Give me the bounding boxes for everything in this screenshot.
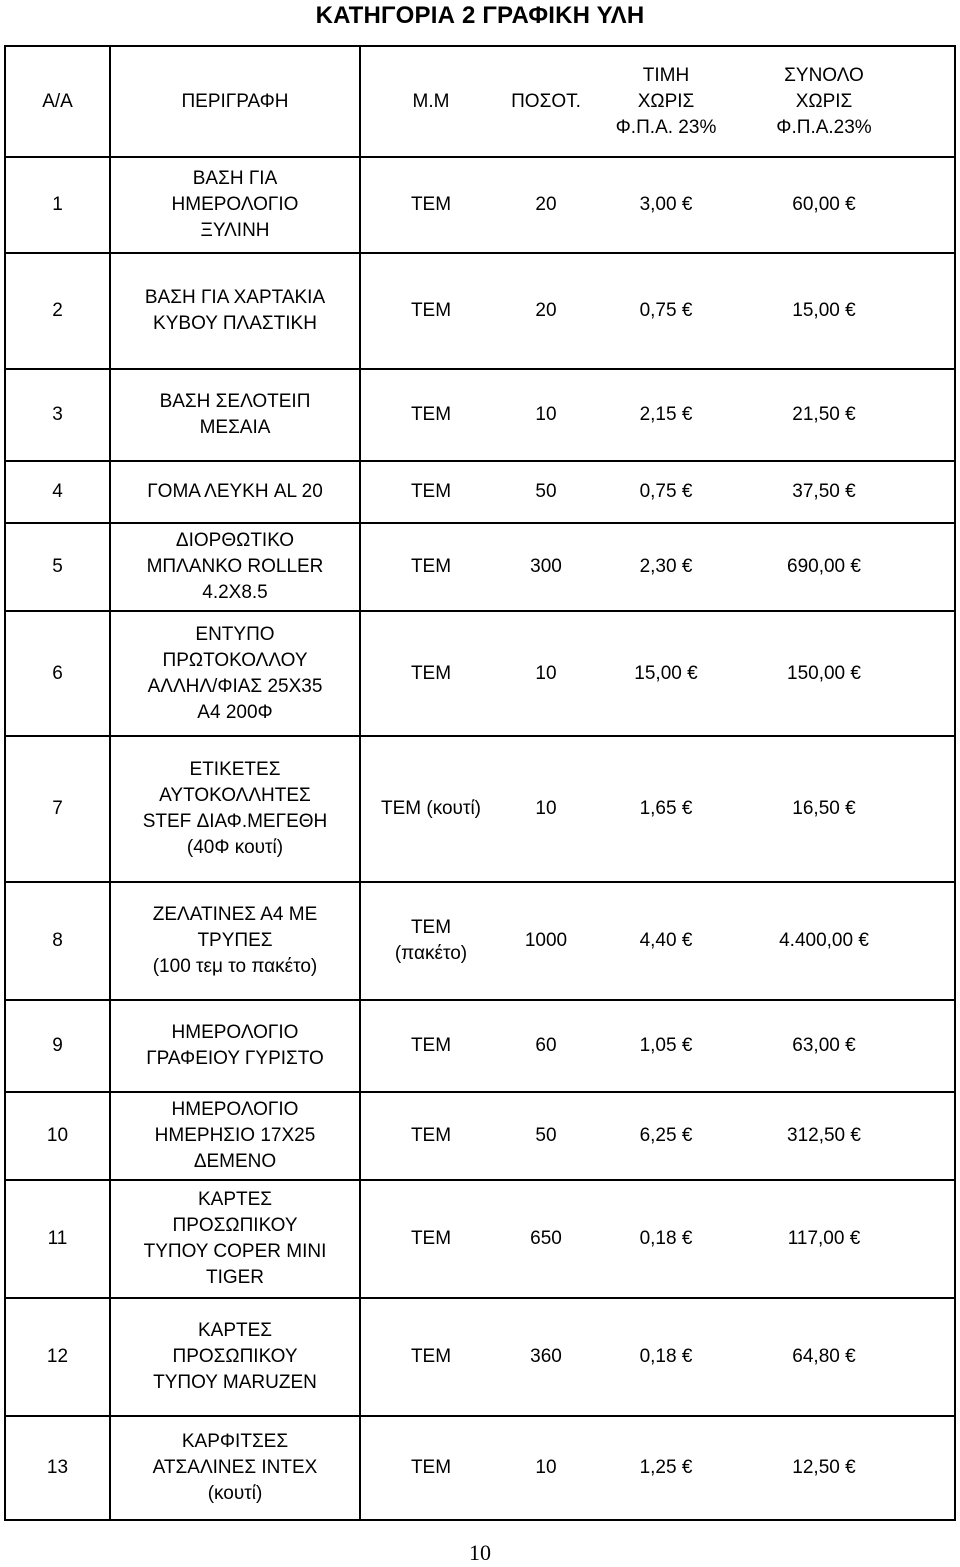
row-total: 4.400,00 € (779, 930, 869, 951)
row-number: 9 (5, 1000, 110, 1092)
row-number: 11 (5, 1180, 110, 1298)
row-price: 3,00 € (639, 194, 693, 215)
row-unit: ΤΕΜ (κουτί) (381, 798, 481, 819)
row-description: ΕΤΙΚΕΤΕΣ ΑΥΤΟΚΟΛΛΗΤΕΣ STEF ΔΙΑΦ.ΜΕΓΕΘΗ (40Φ κουτί) (110, 736, 360, 882)
page-title: ΚΑΤΗΓΟΡΙΑ 2 ΓΡΑΦΙΚΗ ΥΛΗ (315, 2, 645, 29)
row-values-cell (360, 1180, 955, 1298)
row-number: 1 (5, 157, 110, 253)
row-price: 0,75 € (639, 481, 693, 502)
row-total: 312,50 € (787, 1125, 861, 1146)
row-number: 2 (5, 253, 110, 369)
row-number: 12 (5, 1298, 110, 1416)
row-price: 0,75 € (639, 300, 693, 321)
table-row (5, 611, 955, 736)
table-row (5, 1298, 955, 1416)
header-quantity: ΠΟΣΟΤ. (511, 90, 581, 112)
row-description: ΓΟΜΑ ΛΕΥΚΗ AL 20 (110, 461, 360, 523)
row-total: 12,50 € (792, 1457, 856, 1478)
row-price: 0,18 € (639, 1346, 693, 1367)
table-row (5, 1416, 955, 1520)
row-number: 3 (5, 369, 110, 461)
row-values-cell (360, 1416, 955, 1520)
row-price: 1,65 € (639, 798, 693, 819)
row-description: ΚΑΡΦΙΤΣΕΣ ΑΤΣΑΛΙΝΕΣ INTEX (κουτί) (110, 1416, 360, 1520)
row-values-cell (360, 523, 955, 611)
row-price: 2,30 € (639, 556, 693, 577)
row-unit: ΤΕΜ (410, 1228, 452, 1249)
row-number: 5 (5, 523, 110, 611)
table-row (5, 736, 955, 882)
header-description: ΠΕΡΙΓΡΑΦΗ (110, 46, 360, 157)
table-row (5, 369, 955, 461)
row-quantity: 50 (535, 481, 557, 502)
row-quantity: 360 (530, 1346, 562, 1367)
row-description: ΒΑΣΗ ΓΙΑ ΧΑΡΤΑΚΙΑ ΚΥΒΟΥ ΠΛΑΣΤΙΚΗ (110, 253, 360, 369)
row-quantity: 60 (535, 1035, 557, 1056)
row-values-cell (360, 736, 955, 882)
row-total: 117,00 € (787, 1228, 861, 1249)
row-unit: ΤΕΜ (410, 1035, 452, 1056)
header-row (5, 46, 955, 157)
table-row (5, 1000, 955, 1092)
row-total: 150,00 € (787, 662, 861, 684)
row-description: ΚΑΡΤΕΣ ΠΡΟΣΩΠΙΚΟΥ ΤΥΠΟΥ COPER MINI TIGER (110, 1180, 360, 1298)
row-description: ΚΑΡΤΕΣ ΠΡΟΣΩΠΙΚΟΥ ΤΥΠΟΥ MARUZEN (110, 1298, 360, 1416)
row-description: ΗΜΕΡΟΛΟΓΙΟ ΗΜΕΡΗΣΙΟ 17Χ25 ΔΕΜΕΝΟ (110, 1092, 360, 1180)
table-row (5, 461, 955, 523)
row-quantity: 10 (535, 798, 557, 819)
row-description: ΕΝΤΥΠΟ ΠΡΩΤΟΚΟΛΛΟΥ ΑΛΛΗΛ/ΦΙΑΣ 25Χ35 Α4 200Φ (110, 611, 360, 736)
row-description: ΒΑΣΗ ΓΙΑ ΗΜΕΡΟΛΟΓΙΟ ΞΥΛΙΝΗ (110, 157, 360, 253)
table-row (5, 882, 955, 1000)
row-number: 10 (5, 1092, 110, 1180)
row-unit: ΤΕΜ (πακέτο) (394, 917, 468, 964)
row-quantity: 20 (535, 194, 557, 215)
row-values-cell (360, 253, 955, 369)
row-price: 1,25 € (639, 1457, 693, 1478)
row-number: 6 (5, 611, 110, 736)
row-unit: ΤΕΜ (410, 1346, 452, 1367)
row-values-cell (360, 611, 955, 736)
row-unit: ΤΕΜ (410, 194, 452, 215)
row-description: ΔΙΟΡΘΩΤΙΚΟ ΜΠΛΑΝΚΟ ROLLER 4.2Χ8.5 (110, 523, 360, 611)
row-unit: ΤΕΜ (410, 662, 452, 684)
price-table (4, 45, 956, 1521)
row-price: 15,00 € (634, 662, 698, 684)
row-description: ΖΕΛΑΤΙΝΕΣ Α4 ΜΕ ΤΡΥΠΕΣ (100 τεμ το πακέτο) (110, 882, 360, 1000)
row-quantity: 10 (535, 662, 557, 684)
row-price: 6,25 € (639, 1125, 693, 1146)
table-row (5, 253, 955, 369)
row-quantity: 20 (535, 300, 557, 321)
row-total: 64,80 € (792, 1346, 856, 1367)
table-row (5, 1180, 955, 1298)
row-values-cell (360, 1092, 955, 1180)
row-total: 21,50 € (792, 404, 856, 425)
row-number: 4 (5, 461, 110, 523)
row-values-cell (360, 1298, 955, 1416)
row-total: 60,00 € (792, 194, 856, 215)
header-price: ΤΙΜΗ ΧΩΡΙΣ Φ.Π.Α. 23% (615, 64, 717, 138)
row-price: 4,40 € (639, 930, 693, 951)
row-number: 13 (5, 1416, 110, 1520)
row-unit: ΤΕΜ (410, 404, 452, 425)
row-number: 8 (5, 882, 110, 1000)
row-values-cell (360, 1000, 955, 1092)
row-quantity: 650 (530, 1228, 562, 1249)
row-description: ΗΜΕΡΟΛΟΓΙΟ ΓΡΑΦΕΙΟΥ ΓΥΡΙΣΤΟ (110, 1000, 360, 1092)
row-quantity: 50 (535, 1125, 557, 1146)
page-number: 10 (469, 1540, 491, 1565)
row-unit: ΤΕΜ (410, 1125, 452, 1146)
table-row (5, 523, 955, 611)
header-values-cell (360, 46, 955, 157)
row-total: 16,50 € (792, 798, 856, 819)
row-unit: ΤΕΜ (410, 300, 452, 321)
row-quantity: 10 (535, 1457, 557, 1478)
row-total: 37,50 € (792, 481, 856, 502)
row-unit: ΤΕΜ (410, 556, 452, 577)
row-unit: ΤΕΜ (410, 1457, 452, 1478)
table-row (5, 157, 955, 253)
header-aa: Α/Α (5, 46, 110, 157)
row-values-cell (360, 882, 955, 1000)
row-unit: ΤΕΜ (410, 481, 452, 502)
row-number: 7 (5, 736, 110, 882)
row-description: ΒΑΣΗ ΣΕΛΟΤΕΙΠ ΜΕΣΑΙΑ (110, 369, 360, 461)
header-total: ΣΥΝΟΛΟ ΧΩΡΙΣ Φ.Π.Α.23% (776, 64, 872, 138)
row-quantity: 1000 (524, 930, 568, 951)
table-row (5, 1092, 955, 1180)
row-values-cell (360, 369, 955, 461)
row-price: 0,18 € (639, 1228, 693, 1249)
row-quantity: 300 (530, 556, 562, 577)
row-total: 690,00 € (787, 556, 861, 577)
row-total: 15,00 € (792, 300, 856, 321)
row-values-cell (360, 461, 955, 523)
header-unit: Μ.Μ (412, 90, 450, 112)
row-values-cell (360, 157, 955, 253)
row-price: 1,05 € (639, 1035, 693, 1056)
row-price: 2,15 € (639, 404, 693, 425)
row-total: 63,00 € (792, 1035, 856, 1056)
row-quantity: 10 (535, 404, 557, 425)
